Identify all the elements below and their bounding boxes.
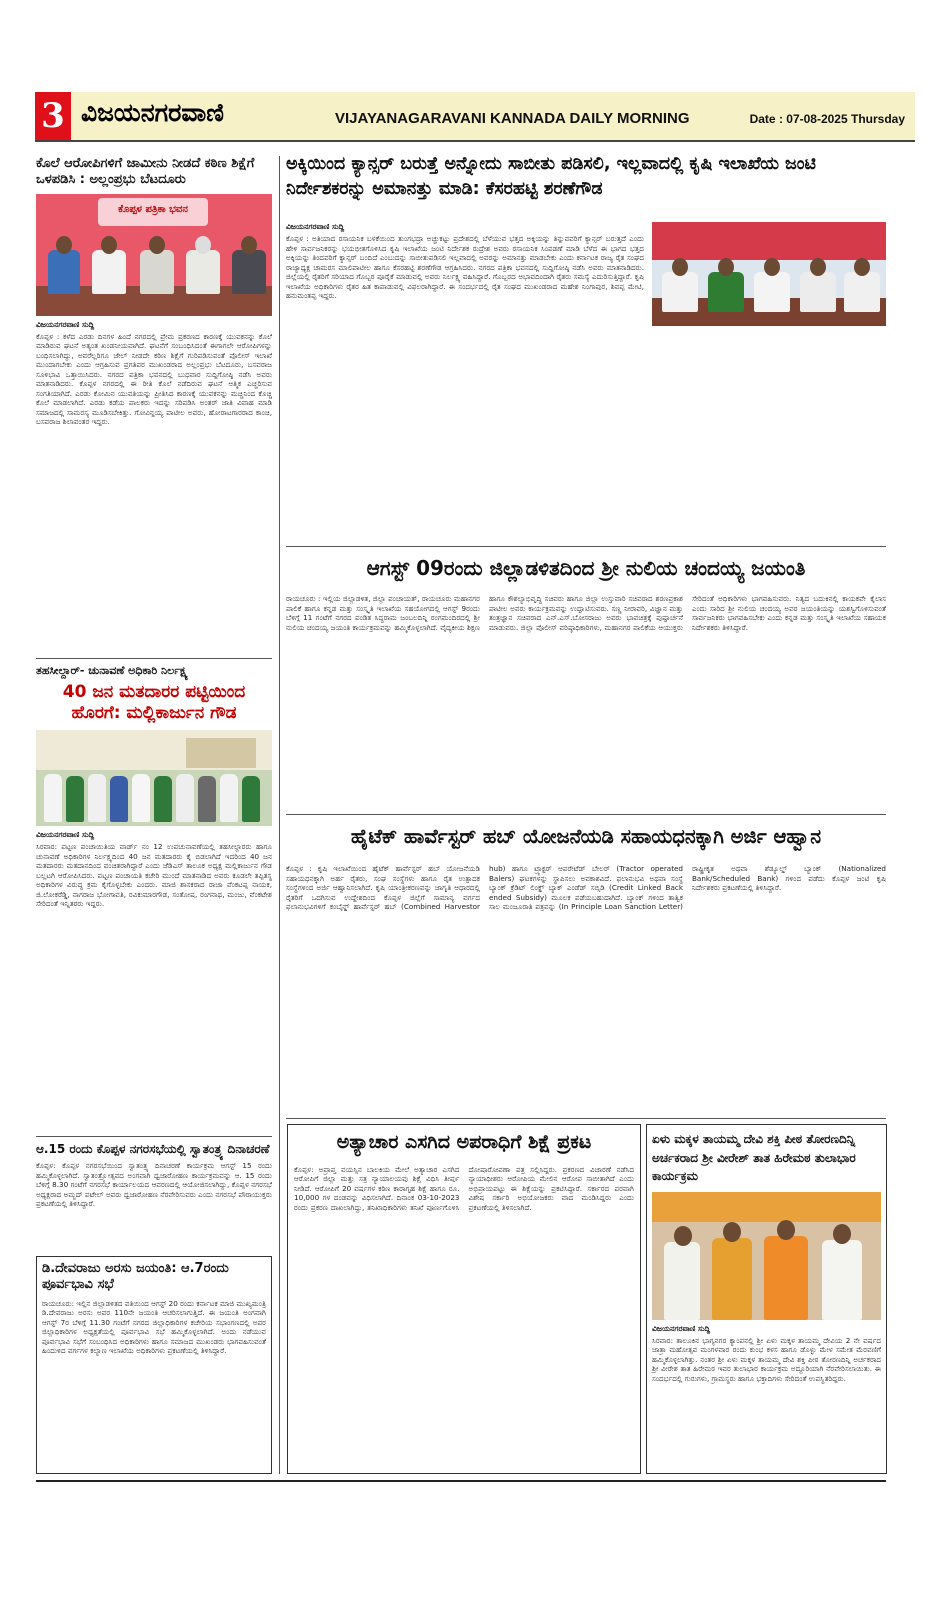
article-harvester bbox=[286, 864, 886, 1114]
marigold-garlands bbox=[652, 1192, 881, 1222]
article-tulabhara bbox=[646, 1124, 887, 1474]
person-1 bbox=[662, 272, 698, 312]
headline-bail: ಕೊಲೆ ಆರೋಪಿಗಳಿಗೆ ಜಾಮೀನು ನೀಡದೆ ಕಠಿಣ ಶಿಕ್ಷೆಗೆ ಒಳಪಡಿಸಿ : ಅಲ್ಲಂಪ್ರಭು ಬೆಟದೂರು bbox=[36, 156, 255, 188]
person-4 bbox=[800, 272, 836, 312]
person-3-head bbox=[764, 258, 780, 276]
page-number: 3 bbox=[35, 92, 71, 140]
person-2 bbox=[92, 250, 126, 294]
body-voters: ಸಿರವಾರ: ಪಟ್ಟಣ ಪಂಚಾಯಿತಿಯ ವಾರ್ಡ್ ನಂ 12 ಉಪಚುನಾವಣೆಯಲ್ಲಿ ತಹಸೀಲ್ದಾರರು ಹಾಗೂ ಚುನಾವಣೆ ಅಧಿಕಾರಿಗಳ ನಿರ್ಲಕ್ಷ್ಯದಿಂದ 40 ಜನ ಮತದಾರರು ಕೈ ಬಿಡಲಾಗಿದೆ ಇದರಿಂದ 40 ಜನ ಮತದಾರರು ಮತದಾನದಿಂದ ವಂಚಿತರಾಗಿದ್ದಾರೆ ಎಂದು ಜೆಡಿಎಸ್ ತಾಲೂಕ ಅಧ್ಯಕ್ಷ ಮಲ್ಲಿಕಾರ್ಜುನ ಗೌಡ ಬಲ್ಲಟಗಿ ಆರೋಪಿಸಿದರು. ಪಟ್ಟಣ ಪಂಚಾಯತಿ ಕಚೇರಿ ಮುಂದೆ ಮಾತನಾಡಿದ ಅವರು ಕೂಡಲೇ ತಪ್ಪಿತಸ್ಥ ಅಧಿಕಾರಿಗಳ ವಿರುದ್ಧ ಕ್ರಮ ಕೈಗೊಳ್ಳಬೇಕು ಎಂದರು. ಮಾಜಿ ಶಾಸಕರಾದ ರಾಜಾ ವೆಂಕಟಪ್ಪ ನಾಯಕ, ಜಿ.ಲೋಕರೆಡ್ಡಿ, ನಾಗರಾಜ ಭೋಗಾವತಿ, ರವಿಕುಮಾರಗೌಡ, ಸಂತೋಷ, ರಂಗನಾಥ, ಮಂಜು, ವೆಂಕಟೇಶ ಸೇರಿದಂತೆ ಇನ್ನಿತರರು ಇದ್ದರು. bbox=[36, 842, 272, 909]
person-3 bbox=[754, 272, 790, 312]
person-1-head bbox=[674, 1226, 692, 1246]
person-4 bbox=[822, 1240, 862, 1320]
article-nuliya bbox=[286, 594, 886, 810]
article-independence-day bbox=[36, 1142, 272, 1252]
person-6 bbox=[154, 776, 172, 822]
person-1-head bbox=[672, 258, 688, 276]
headline-independence-day: ಆ.15 ರಂದು ಕೊಪ್ಪಳ ನಗರಸಭೆಯಲ್ಲಿ ಸ್ವಾತಂತ್ರ್ಯ ದಿನಾಚರಣೆ bbox=[36, 1142, 270, 1156]
person-5 bbox=[132, 774, 150, 822]
photo-press-meet bbox=[36, 194, 272, 316]
person-4-head bbox=[833, 1224, 851, 1244]
person-4 bbox=[186, 250, 220, 294]
person-2 bbox=[708, 272, 744, 312]
body-bail: ಕೊಪ್ಪಳ : ಕಳೆದ ಎರಡು ದಿನಗಳ ಹಿಂದೆ ನಗರದಲ್ಲಿ ಪ್ರೇಮ ಪ್ರಕರಣದ ಕಾರಣಕ್ಕೆ ಯುವಕನನ್ನು ಕೊಲೆ ಮಾಡಿರುವ ಘಟನೆ ಅತ್ಯಂತ ಖಂಡನೀಯವಾಗಿದೆ. ಘಟನೆಗೆ ಸಂಬಂಧಿಸಿದಂತೆ ಈಗಾಗಲೇ ಆರೋಪಿಗಳನ್ನು ಬಂಧಿಸಲಾಗಿದ್ದು, ಅವರೆಲ್ಲರಿಗೂ ಜೇಲ್ ನೀಡದೇ ಕಠಿಣ ಶಿಕ್ಷೆಗೆ ಗುರಿಪಡಿಸುವಂತೆ ಪೊಲೀಸ್ ಇಲಾಖೆ ಮುಂದಾಗಬೇಕು ಎಂದು ಆಗ್ರಹಿಸುವ ಪ್ರಗತಿಪರ ಮುಖಂಡರಾದ ಅಲ್ಲಂಪ್ರಭು ಬೆಟದೂರು, ಬಸವರಾಜ ಸೂಳಿಭಾವಿ ಒತ್ತಾಯಿಸಿದರು. ನಗರದ ಪತ್ರಿಕಾ ಭವನದಲ್ಲಿ ಬುಧವಾರ ಸುದ್ದಿಗೋಷ್ಠಿ ನಡೆಸಿ ಅವರು ಮಾತನಾಡಿದರು. ಕೊಪ್ಪಳ ನಗರದಲ್ಲಿ ಈ ರೀತಿ ಕೊಲೆ ನಡೆದಿರುವ ಘಟನೆ ಆತ್ಮಿಕ ಎಚ್ಚರಿಸುವ ಸಂಗತಿಯಾಗಿದೆ. ಎರಡು ಕೋಮಿನ ಯುವತಿಯನ್ನು ಪ್ರೀತಿಸಿದ ಕಾರಣಕ್ಕೆ ಯುವಕನನ್ನು ಮಚ್ಚಿನಿಂದ ಕೊಚ್ಚಿ ಕೊಲೆ ಮಾಡಲಾಗಿದೆ. ಎರಡು ಕಡೆಯ ಪಾಲಕರು ಇದನ್ನು ಸರಿಪಡಿಸಿ ಅಂತರ್ ಜಾತಿ ವಿವಾಹ ಮಾಡಿ ಸಮಾಜದಲ್ಲಿ ಸಾಮರಸ್ಯ ಮೂಡಿಸಬೇಕಿತ್ತು. ಗೋವಿನ್ದಯ್ಯ ಪಾಟೀಲ ಅವರು, ಹೋರಾಟಗಾರರಾದ ಕಾಂಚಿ, ಬಸವರಾಜ ಶಿಲಾವಂತರ ಇದ್ದರು. bbox=[36, 331, 272, 426]
divider bbox=[36, 658, 272, 659]
divider bbox=[286, 546, 886, 547]
person-3 bbox=[140, 250, 174, 294]
headline-harvester: ಹೈಟೆಕ್ ಹಾರ್ವೆಸ್ಟರ್ ಹಬ್ ಯೋಜನೆಯಡಿ ಸಹಾಯಧನಕ್ಕಾಗಿ ಅರ್ಜಿ ಆಹ್ವಾನ bbox=[350, 825, 822, 848]
person-1 bbox=[664, 1242, 700, 1320]
person-4 bbox=[110, 776, 128, 822]
byline-tulabhara: ವಿಜಯನಗರವಾಣಿ ಸುದ್ದಿ bbox=[652, 1323, 711, 1333]
person-5 bbox=[844, 272, 880, 312]
masthead-title-english: VIJAYANAGARAVANI KANNADA DAILY MORNING bbox=[335, 110, 690, 127]
person-2 bbox=[66, 776, 84, 822]
building-window bbox=[186, 738, 256, 768]
person-2-head bbox=[718, 258, 734, 276]
headline-atrocity: ಅತ್ಯಾಚಾರ ಎಸಗಿದ ಅಪರಾಧಿಗೆ ಶಿಕ್ಷೆ ಪ್ರಕಟ bbox=[336, 1131, 592, 1153]
person-7 bbox=[176, 774, 194, 822]
priest-garlanded bbox=[764, 1236, 808, 1320]
person-5-head bbox=[854, 258, 870, 276]
body-tulabhara: ಸಿರವಾರ: ತಾಲೂಕಿನ ಭಾಗ್ಯನಗರ ಕ್ಯಾಂಪನಲ್ಲಿ ಶ್ರೀ ಏಳು ಮಕ್ಕಳ ತಾಯಮ್ಮ ದೇವಿಯ 2 ನೇ ವರ್ಷದ ಜಾತ್ರಾ ಮಹೋತ್ಸವ ಮಂಗಳವಾರ ರಂದು ಕುಂಭ ಕಳಸ ಹಾಗೂ ಡೊಳ್ಳು ಮೇಳ ಸಮೇತ ಮೆರವಣಿಗೆ ಹಮ್ಮಿಕೊಳ್ಳಲಾಗಿತ್ತು. ನಂತರ ಶ್ರೀ ಏಳು ಮಕ್ಕಳ ತಾಯಮ್ಮ ದೇವಿ ಶಕ್ತಿ ಪೀಠ ತೋರಣದಿನ್ನಿ ಅರ್ಚಕರಾದ ಶ್ರೀ ವೀರೇಶ ತಾತ ಹಿರೇಮಠ ಇವರ ತುಲಾಭಾರ ಕಾರ್ಯಕ್ರಮ ಅದ್ದೂರಿಯಾಗಿ ನೆರವೇರಿಸಲಾಯಿತು. ಈ ಸಂದರ್ಭದಲ್ಲಿ ಗುರುಗಳು, ಗ್ರಾಮಸ್ಥರು ಹಾಗೂ ಭಕ್ತಾದಿಗಳು ಸೇರಿದಂತೆ ಉಪಸ್ಥಿತರಿದ್ದರು. bbox=[652, 1335, 881, 1383]
byline-bail: ವಿಜಯನಗರವಾಣಿ ಸುದ್ದಿ bbox=[36, 319, 95, 329]
byline-cancer: ವಿಜಯನಗರವಾಣಿ ಸುದ್ದಿ bbox=[286, 222, 345, 231]
person-1 bbox=[44, 774, 62, 822]
person-5-head bbox=[241, 236, 257, 254]
headline-nuliya: ಆಗಸ್ಟ್ 09ರಂದು ಜಿಲ್ಲಾಡಳಿತದಿಂದ ಶ್ರೀ ನುಲಿಯ ಚಂದಯ್ಯ ಜಯಂತಿ bbox=[366, 556, 806, 580]
masthead bbox=[35, 92, 915, 142]
photo-tulabhara bbox=[652, 1192, 881, 1320]
person-4-head bbox=[195, 236, 211, 254]
person-8 bbox=[198, 776, 216, 822]
headline-block-cancer bbox=[286, 152, 886, 216]
headline-tulabhara: ಏಳು ಮಕ್ಕಳ ತಾಯಮ್ಮ ದೇವಿ ಶಕ್ತಿ ಪೀಠ ತೋರಣದಿನ್ನಿ ಅರ್ಚಕರಾದ ಶ್ರೀ ವೀರೇಶ್ ತಾತ ಹಿರೇಮಠ ತುಲಾಭಾರ ಕಾರ್ಯಕ್ರಮ bbox=[652, 1132, 856, 1184]
article-devaraj-urs bbox=[36, 1256, 272, 1474]
body-nuliya: ರಾಯಚೂರು : ಇಲ್ಲಿಯ ಜಿಲ್ಲಾಡಳಿತ, ಜಿಲ್ಲಾ ಪಂಚಾಯತ್, ರಾಯಚೂರು ಮಹಾನಗರ ಪಾಲಿಕೆ ಹಾಗೂ ಕನ್ನಡ ಮತ್ತು ಸಂಸ್ಕೃತಿ ಇಲಾಖೆಯ ಸಹಯೋಗದಲ್ಲಿ ಆಗಸ್ಟ್ 9ರಂದು ಬೆಳಿಗ್ಗೆ 11 ಗಂಟೆಗೆ ನಗರದ ಪಂಡಿತ ಸಿದ್ಧರಾಮ ಜಂಬಲದಿನ್ನಿ ರಂಗಮಂದಿರದಲ್ಲಿ ಶ್ರೀ ನುಲಿಯ ಚಂದಯ್ಯ ಜಯಂತಿ ಕಾರ್ಯಕ್ರಮವನ್ನು ಹಮ್ಮಿಕೊಳ್ಳಲಾಗಿದೆ. ವೈದ್ಯಕೀಯ ಶಿಕ್ಷಣ ಹಾಗೂ ಕೌಶಲ್ಯಾಭಿವೃದ್ಧಿ ಸಚಿವರು ಹಾಗೂ ಜಿಲ್ಲಾ ಉಸ್ತುವಾರಿ ಸಚಿವರಾದ ಶರಣಪ್ರಕಾಶ ಪಾಟೀಲ ಅವರು ಕಾರ್ಯಕ್ರಮವನ್ನು ಉದ್ಘಾಟಿಸುವರು. ಸಣ್ಣ ನೀರಾವರಿ, ವಿಜ್ಞಾನ ಮತ್ತು ತಂತ್ರಜ್ಞಾನ ಸಚಿವರಾದ ಎನ್.ಎಸ್.ಬೋಸರಾಜು ಅವರು ಭಾವಚಿತ್ರಕ್ಕೆ ಪುಷ್ಪಾರ್ಚನೆ ಮಾಡುವರು. ಜಿಲ್ಲಾ ಪೊಲೀಸ್ ವರಿಷ್ಠಾಧಿಕಾರಿಗಳು, ಮಹಾನಗರ ಪಾಲಿಕೆಯ ಆಯುಕ್ತರು ಸೇರಿದಂತೆ ಅಧಿಕಾರಿಗಳು ಭಾಗವಹಿಸುವರು. ನಿತ್ಯದ ಬದುಕಿನಲ್ಲಿ ಕಾಯಕವೇ ಕೈಲಾಸ ಎಂದು ಸಾರಿದ ಶ್ರೀ ನುಲಿಯ ಚಂದಯ್ಯ ಅವರ ಜಯಂತಿಯನ್ನು ಯಶಸ್ವಿಗೊಳಿಸುವಂತೆ ಸಾರ್ವಜನಿಕರು ಭಾಗವಹಿಸಬೇಕು ಎಂದು ಕನ್ನಡ ಮತ್ತು ಸಂಸ್ಕೃತಿ ಇಲಾಖೆಯ ಸಹಾಯಕ ನಿರ್ದೇಶಕರು ತಿಳಿಸಿದ್ದಾರೆ. bbox=[286, 594, 886, 632]
body-atrocity: ಕೊಪ್ಪಳ: ಅಪ್ರಾಪ್ತ ವಯಸ್ಸಿನ ಬಾಲಕಿಯ ಮೇಲೆ ಅತ್ಯಾಚಾರ ಎಸಗಿದ ಆರೋಪಿಗೆ ಜಿಲ್ಲಾ ಮತ್ತು ಸತ್ರ ನ್ಯಾಯಾಲಯವು ಶಿಕ್ಷೆ ವಿಧಿಸಿ ತೀರ್ಪು ನೀಡಿದೆ. ಆರೋಪಿಗೆ 20 ವರ್ಷಗಳ ಕಠಿಣ ಕಾರಾಗೃಹ ಶಿಕ್ಷೆ ಹಾಗೂ ರೂ. 10,000 ಗಳ ದಂಡವನ್ನು ವಿಧಿಸಲಾಗಿದೆ. ದಿನಾಂಕ 03-10-2023 ರಂದು ಪ್ರಕರಣ ದಾಖಲಾಗಿದ್ದು, ತನಿಖಾಧಿಕಾರಿಗಳು ತನಿಖೆ ಪೂರ್ಣಗೊಳಿಸಿ ದೋಷಾರೋಪಣಾ ಪತ್ರ ಸಲ್ಲಿಸಿದ್ದರು. ಪ್ರಕರಣದ ವಿಚಾರಣೆ ನಡೆಸಿದ ನ್ಯಾಯಾಧೀಶರು ಆರೋಪಿಯ ಮೇಲಿನ ಆರೋಪ ಸಾಬೀತಾಗಿದೆ ಎಂದು ಅಭಿಪ್ರಾಯಪಟ್ಟು ಈ ಶಿಕ್ಷೆಯನ್ನು ಪ್ರಕಟಿಸಿದ್ದಾರೆ. ಸರ್ಕಾರದ ಪರವಾಗಿ ವಿಶೇಷ ಸರ್ಕಾರಿ ಅಭಿಯೋಜಕರು ವಾದ ಮಂಡಿಸಿದ್ದರು ಎಂದು ಪ್ರಕಟಣೆಯಲ್ಲಿ ತಿಳಿಸಲಾಗಿದೆ. bbox=[294, 1164, 634, 1212]
priest-head bbox=[777, 1220, 795, 1240]
body-devaraj-urs: ರಾಯಚೂರು: ಇಲ್ಲಿನ ಜಿಲ್ಲಾಡಳಿತದ ವತಿಯಿಂದ ಆಗಸ್ಟ್ 20 ರಂದು ಕರ್ನಾಟಕ ಮಾಜಿ ಮುಖ್ಯಮಂತ್ರಿ ಡಿ.ದೇವರಾಜು ಅರಸು ಅವರ 110ನೇ ಜಯಂತಿ ಆಚರಿಸಲಾಗುತ್ತಿದೆ. ಈ ಜಯಂತಿ ಅಂಗವಾಗಿ ಆಗಸ್ಟ್ 7ರ ಬೆಳಿಗ್ಗೆ 11.30 ಗಂಟೆಗೆ ನಗರದ ಜಿಲ್ಲಾಧಿಕಾರಿಗಳ ಕಚೇರಿಯ ಸಭಾಂಗಣದಲ್ಲಿ ಅಪರ ಜಿಲ್ಲಾಧಿಕಾರಿಗಳ ಅಧ್ಯಕ್ಷತೆಯಲ್ಲಿ ಪೂರ್ವಭಾವಿ ಸಭೆ ಹಮ್ಮಿಕೊಳ್ಳಲಾಗಿದೆ. ಅಂದು ನಡೆಯುವ ಪೂರ್ವಭಾವಿ ಸಭೆಗೆ ಸಂಬಂಧಿಸಿದ ಅಧಿಕಾರಿಗಳು ಹಾಗೂ ಸಮಾಜದ ಮುಖಂಡರು ಭಾಗವಹಿಸುವಂತೆ ಹಿಂದುಳಿದ ವರ್ಗಗಳ ಕಲ್ಯಾಣ ಇಲಾಖೆಯ ಅಧಿಕಾರಿಗಳು ಪ್ರಕಟಣೆಯಲ್ಲಿ ತಿಳಿಸಿದ್ದಾರೆ. bbox=[42, 1298, 266, 1355]
person-2-garlanded bbox=[712, 1238, 752, 1320]
body-independence-day: ಕೊಪ್ಪಳ: ಕೊಪ್ಪಳ ನಗರಸಭೆಯಿಂದ ಸ್ವಾತಂತ್ರ್ಯ ದಿನಾಚರಣೆ ಕಾರ್ಯಕ್ರಮ ಆಗಸ್ಟ್ 15 ರಂದು ಹಮ್ಮಿಕೊಳ್ಳಲಾಗಿದೆ. ಸ್ವಾತಂತ್ರ್ಯೋತ್ಸವದ ಅಂಗವಾಗಿ ಧ್ವಜಾರೋಹಣ ಕಾರ್ಯಕ್ರಮವನ್ನು ಆ. 15 ರಂದು ಬೆಳಿಗ್ಗೆ 8.30 ಗಂಟೆಗೆ ನಗರಸಭೆ ಕಾರ್ಯಾಲಯದ ಆವರಣದಲ್ಲಿ ಆಯೋಜಿಸಲಾಗಿದ್ದು, ಕೊಪ್ಪಳ ನಗರಸಭೆ ಅಧ್ಯಕ್ಷರಾದ ಅಮ್ಜದ್ ಪಟೇಲ್ ಅವರು ಧ್ವಜಾರೋಹಣ ನೆರವೇರಿಸುವರು ಎಂದು ನಗರಸಭೆ ಪೌರಾಯುಕ್ತರು ಪ್ರಕಟಣೆಯಲ್ಲಿ ತಿಳಿಸಿದ್ದಾರೆ. bbox=[36, 1161, 272, 1208]
divider bbox=[286, 1118, 886, 1119]
person-10 bbox=[242, 776, 260, 822]
kicker-voters: ತಹಸೀಲ್ದಾರ್- ಚುನಾವಣೆ ಅಧಿಕಾರಿ ನಿರ್ಲಕ್ಷ್ಯ bbox=[36, 664, 188, 677]
person-2-head bbox=[101, 236, 117, 254]
headline-block-harvester bbox=[286, 820, 886, 860]
column-divider bbox=[279, 156, 280, 1474]
byline-voters: ವಿಜಯನಗರವಾಣಿ ಸುದ್ದಿ bbox=[36, 830, 95, 840]
article-cancer bbox=[286, 222, 886, 542]
divider bbox=[286, 814, 886, 815]
press-bhavan-banner-text: ಕೊಪ್ಪಳ ಪತ್ರಿಕಾ ಭವನ bbox=[118, 203, 188, 215]
headline-devaraj-urs: ಡಿ.ದೇವರಾಜು ಅರಸು ಜಯಂತಿ: ಆ.7ರಂದು ಪೂರ್ವಭಾವಿ ಸಭೆ bbox=[42, 1261, 229, 1293]
person-4-head bbox=[810, 258, 826, 276]
masthead-date: Date : 07-08-2025 Thursday bbox=[749, 112, 905, 126]
person-1 bbox=[48, 250, 80, 294]
article-bail bbox=[36, 156, 272, 652]
article-voters bbox=[36, 664, 272, 1130]
page-bottom-rule bbox=[36, 1480, 886, 1482]
person-3-head bbox=[149, 236, 165, 254]
person-9 bbox=[220, 774, 238, 822]
body-cancer: ಕೊಪ್ಪಳ : ಅತಿಯಾದ ರಸಾಯನಿಕ ಬಳಕೆಯಿಂದ ತುಂಗಭದ್ರಾ ಅಚ್ಚುಕಟ್ಟು ಪ್ರದೇಶದಲ್ಲಿ ಬೆಳೆಯುವ ಭತ್ತದ ಅಕ್ಕಿಯನ್ನು ತಿನ್ನುವವರಿಗೆ ಕ್ಯಾನ್ಸರ್ ಬರುತ್ತದೆ ಎಂದು ಹೇಳಿ ಸಾರ್ವಜನಿಕರನ್ನು ಭಯಭೀತಗೊಳಿಸಿದ ಕೃಷಿ ಇಲಾಖೆಯ ಜಂಟಿ ನಿರ್ದೇಶಕ ರುದ್ರೇಶ ಅವರು ರಸಾಯನಿಕ ಸಿಂಪಡಣೆ ಮಾಡಿ ಬೆಳೆದ ಈ ಭಾಗದ ಭತ್ತದ ಅಕ್ಕಿಯನ್ನು ತಿಂದವರಿಗೆ ಕ್ಯಾನ್ಸರ್ ಬಂದಿದೆ ಎಂಬುದನ್ನು ಸಾಬೀತುಪಡಿಸಲಿ ಇಲ್ಲವಾದಲ್ಲಿ ಅವರನ್ನು ಅಮಾನತ್ತು ಮಾಡಬೇಕು ಎಂದು ಕರ್ನಾಟಕ ರಾಜ್ಯ ರೈತ ಸಂಘದ ರಾಜ್ಯಾಧ್ಯಕ್ಷ ಚಾಮರಸ ಮಾಲಿಪಾಟೀಲ ಹಾಗೂ ಕೆಸರಹಟ್ಟಿ ಶರಣೆಗೌಡ ಆಗ್ರಹಿಸಿದರು. ನಗರದ ಪತ್ರಿಕಾ ಭವನದಲ್ಲಿ ಸುದ್ದಿಗೋಷ್ಠಿ ನಡೆಸಿ ಅವರು ಮಾತನಾಡಿದರು. ಜಿಲ್ಲೆಯಲ್ಲಿ ರೈತರಿಗೆ ಸರಿಯಾದ ಗೊಬ್ಬರ ಪೂರೈಕೆ ಮಾಡುವಲ್ಲಿ ಅವರು ನಿರ್ಲಕ್ಷ್ಯ ವಹಿಸಿದ್ದಾರೆ. ಗೊಬ್ಬರದ ಅಭಾವದಿಂದಾಗಿ ರೈತರು ಸಮಸ್ಯೆ ಎದುರಿಸುತ್ತಿದ್ದಾರೆ. ಕೃಷಿ ಇಲಾಖೆಯ ಅಧಿಕಾರಿಗಳು ರೈತರ ಹಿತ ಕಾಪಾಡುವಲ್ಲಿ ವಿಫಲರಾಗಿದ್ದಾರೆ. ಈ ಸಂದರ್ಭದಲ್ಲಿ ರೈತ ಸಂಘದ ಮುಖಂಡರಾದ ಮಹೇಶ ನಿಂಗಾಪುರ, ಶಿವಪ್ಪ ಮೇಟಿ, ಹನುಮಂತಪ್ಪ ಇದ್ದರು. bbox=[286, 234, 644, 300]
body-harvester: ಕೊಪ್ಪಳ : ಕೃಷಿ ಇಲಾಖೆಯಿಂದ ಹೈಟೆಕ್ ಹಾರ್ವೆಸ್ಟರ್ ಹಬ್ ಯೋಜನೆಯಡಿ ಸಹಾಯಧನಕ್ಕಾಗಿ ಅರ್ಹ ರೈತರು, ಸಂಘ ಸಂಸ್ಥೆಗಳು ಹಾಗೂ ರೈತ ಉತ್ಪಾದಕ ಸಂಸ್ಥೆಗಳಿಂದ ಅರ್ಜಿ ಆಹ್ವಾನಿಸಲಾಗಿದೆ. ಕೃಷಿ ಯಾಂತ್ರೀಕರಣವನ್ನು ಜಾಗೃತಿ ಆಧಾರದಲ್ಲಿ ರೈತರಿಗೆ ಒದಗಿಸುವ ಉದ್ದೇಶದಿಂದ ಕೊಪ್ಪಳ ಜಿಲ್ಲೆಗೆ ಸಾಮಾನ್ಯ ವರ್ಗದ ಫಲಾನುಭವಿಗಳಿಗೆ ಕಂಬೈನ್ಡ್ ಹಾರ್ವೆಸ್ಟರ್ ಹಬ್ (Combined Harvestor hub) ಹಾಗೂ ಟ್ರ್ಯಾಕ್ಟರ್ ಆಪರೇಟೆಡ್ ಬೇಲರ್ (Tractor operated Balers) ಘಟಕಗಳನ್ನು ಸ್ಥಾಪಿಸಲು ಅವಕಾಶವಿದೆ. ಫಲಾನುಭವಿ ಅಥವಾ ಸಂಸ್ಥೆ ಬ್ಯಾಂಕ್ ಕ್ರೆಡಿಟ್ ಲಿಂಕ್ಡ್ ಬ್ಯಾಕ್ ಎಂಡೆಡ್ ಸಬ್ಸಿಡಿ (Credit Linked Back ended Subsidy) ಮೂಲಕ ಪಡೆಯಬಹುದಾಗಿದೆ. ಬ್ಯಾಂಕ್ ಗಳಿಂದ ತಾತ್ವಿಕ ಸಾಲ ಮಂಜೂರಾತಿ ಪತ್ರವನ್ನು (In Principle Loan Sanction Letter) ರಾಷ್ಟ್ರೀಕೃತ ಅಥವಾ ಶೆಡ್ಯೂಲ್ಡ್ ಬ್ಯಾಂಕ್ (Nationalized Bank/Scheduled Bank) ಗಳಿಂದ ಪಡೆದು ಕೊಪ್ಪಳ ಜಂಟಿ ಕೃಷಿ ನಿರ್ದೇಶಕರು ಪ್ರಕಟಣೆಯಲ್ಲಿ ತಿಳಿಸಿದ್ದಾರೆ. bbox=[286, 864, 886, 911]
person-5 bbox=[232, 250, 266, 294]
photo-voters-protest bbox=[36, 730, 272, 826]
masthead-title-kannada: ವಿಜಯನಗರವಾಣಿ bbox=[81, 98, 224, 127]
person-2-head bbox=[723, 1222, 741, 1242]
headline-block-nuliya bbox=[286, 552, 886, 590]
person-1-head bbox=[56, 236, 72, 254]
divider bbox=[36, 1136, 272, 1137]
headline-cancer: ಅಕ್ಕಿಯಿಂದ ಕ್ಯಾನ್ಸರ್ ಬರುತ್ತೆ ಅನ್ನೋದು ಸಾಬೀತು ಪಡಿಸಲಿ, ಇಲ್ಲವಾದಲ್ಲಿ ಕೃಷಿ ಇಲಾಖೆಯ ಜಂಟಿ ನಿರ್ದೇಶಕರನ್ನು ಅಮಾನತ್ತು ಮಾಡಿ: ಕೆಸರಹಟ್ಟಿ ಶರಣೆಗೌಡ bbox=[286, 154, 816, 200]
photo-farmers-press-meet bbox=[652, 222, 886, 326]
article-atrocity bbox=[287, 1124, 641, 1474]
headline-voters: 40 ಜನ ಮತದಾರರ ಪಟ್ಟಿಯಿಂದ ಹೊರಗೆ: ಮಲ್ಲಿಕಾರ್ಜುನ ಗೌಡ bbox=[62, 681, 246, 723]
press-bhavan-backdrop bbox=[652, 222, 886, 260]
person-3 bbox=[88, 774, 106, 822]
